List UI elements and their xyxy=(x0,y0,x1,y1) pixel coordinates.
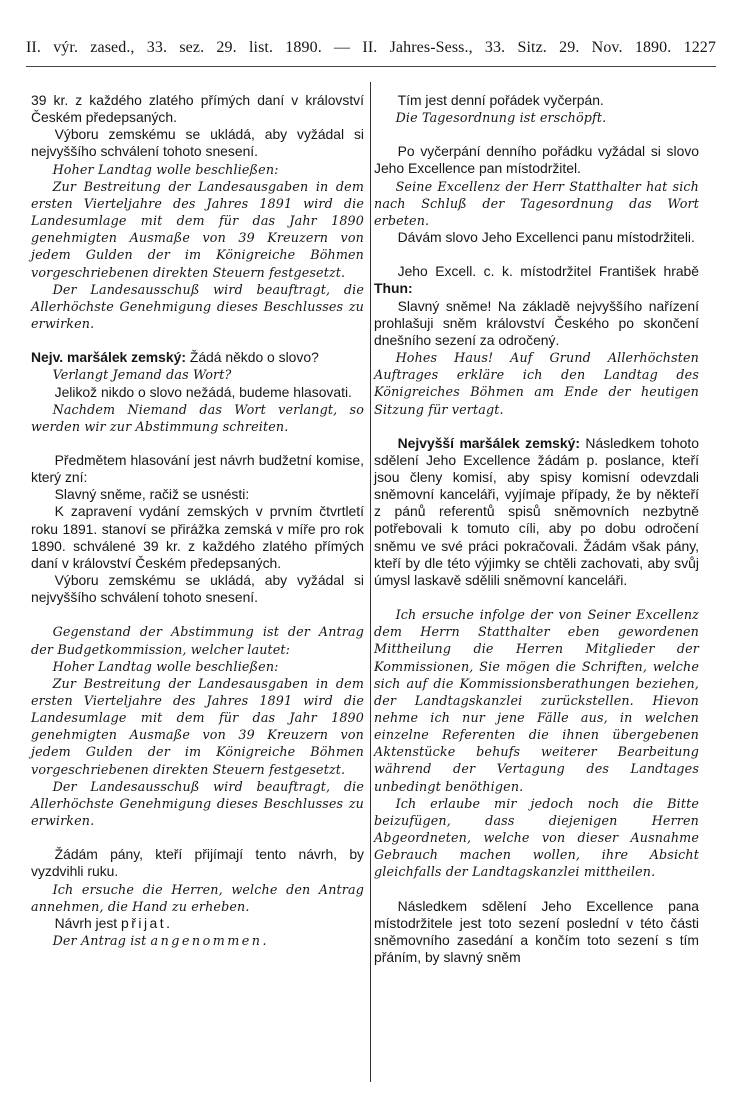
paragraph-czech xyxy=(31,572,364,606)
emphasis-spaced: přijat xyxy=(121,914,167,931)
paragraph-text-end: . xyxy=(262,933,267,949)
paragraph-text: Následkem sdělení Jeho Excellence pana místodržitele jest toto sezení poslední v této části sněmovního zasedání a končím toto sezení s tím přáním, by slavný sněm xyxy=(374,897,699,966)
paragraph-text: Návrh jest xyxy=(54,914,122,931)
paragraph-gap xyxy=(31,829,364,846)
paragraph-gap xyxy=(31,435,364,452)
paragraph-text: Slavný sněme! Na základě nejvyššího nařízení prohlašuji sněm království Českého po skončení dnešního sezení za odročený. xyxy=(374,297,699,348)
paragraph-text: Zur Bestreitung der Landesausgaben in dem ersten Vierteljahre des Jahres 1891 wird die Landesumlage mit dem für das Jahr 1890 genehmigten Ausmaße von 39 Kreuzern von jedem Gulden der im Königreiche Böhmen vorgeschriebenen direkten Steuern festgesetzt. xyxy=(31,178,364,280)
paragraph-text: Der Landesausschuß wird beauftragt, die Allerhöchste Genehmigung dieses Beschlusses zu erwirken. xyxy=(31,778,364,829)
right-column xyxy=(374,92,699,966)
paragraph-text: Hohes Haus! Auf Grund Allerhöchsten Auftrages erkläre ich den Landtag des Königreiches Böhmen am Ende der heutigen Sitzung für vertagt. xyxy=(374,350,699,417)
paragraph-german xyxy=(31,932,364,949)
speaker-name: Nejvyšší maršálek zemský: xyxy=(397,434,580,451)
paragraph-czech xyxy=(374,143,699,177)
paragraph-czech xyxy=(31,92,364,126)
paragraph-text: Ich ersuche die Herren, welche den Antrag annehmen, die Hand zu erheben. xyxy=(31,881,364,914)
paragraph-gap xyxy=(31,606,364,623)
paragraph-text: Tím jest denní pořádek vyčerpán. xyxy=(397,92,604,108)
paragraph-gap xyxy=(374,589,699,606)
paragraph-german xyxy=(374,109,699,126)
paragraph-text: Die Tagesordnung ist erschöpft. xyxy=(395,110,607,126)
paragraph-text: Hoher Landtag wolle beschließen: xyxy=(52,658,279,674)
paragraph-gap xyxy=(374,418,699,435)
paragraph-text: Zur Bestreitung der Landesausgaben in dem ersten Vierteljahre des Jahres 1891 wird die Landesumlage mit dem für das Jahr 1890 genehmigten Ausmaße von 39 Kreuzern von jedem Gulden der im Königreiche Böhmen vorgeschriebenen direkten Steuern festgesetzt. xyxy=(31,675,364,777)
emphasis-spaced: angenommen xyxy=(150,933,263,949)
paragraph-german xyxy=(31,178,364,281)
paragraph-gap xyxy=(374,881,699,898)
header-rule xyxy=(26,66,716,67)
paragraph-czech xyxy=(31,915,364,932)
paragraph-text: Der Antrag ist xyxy=(52,933,151,949)
paragraph-german xyxy=(374,795,699,881)
paragraph-text: Dávám slovo Jeho Excellenci panu místodržiteli. xyxy=(397,229,695,246)
paragraph-text: 39 kr. z každého zlatého přímých daní v království Českém předepsaných. xyxy=(31,92,364,126)
paragraph-text: Jelikož nikdo o slovo nežádá, budeme hlasovati. xyxy=(54,383,352,400)
paragraph-czech xyxy=(31,452,364,486)
paragraph-german xyxy=(31,623,364,657)
paragraph-text-end: . xyxy=(166,914,170,931)
paragraph-german xyxy=(31,658,364,675)
paragraph-german xyxy=(31,281,364,332)
paragraph-czech xyxy=(31,126,364,160)
paragraph-text: Slavný sněme, račiž se usnésti: xyxy=(54,486,250,503)
paragraph-text: Výboru zemskému se ukládá, aby vyžádal si nejvyššího schválení tohoto snesení. xyxy=(31,572,364,606)
paragraph-czech xyxy=(31,846,364,880)
paragraph-czech xyxy=(374,435,699,589)
paragraph-gap xyxy=(374,246,699,263)
paragraph-text: Nachdem Niemand das Wort verlangt, so werden wir zur Abstimmung schreiten. xyxy=(31,401,364,434)
paragraph-text: Po vyčerpání denního pořádku vyžádal si slovo Jeho Excellence pan místodržitel. xyxy=(374,143,699,177)
paragraph-text: Předmětem hlasování jest návrh budžetní komise, který zní: xyxy=(31,451,364,486)
paragraph-czech xyxy=(31,384,364,401)
paragraph-text: K zapravení vydání zemských v prvním čtvrtletí roku 1891. stanoví se přirážka zemská v míře pro rok 1890. schválené 39 kr. z každého zlatého přímých daní v království Českém předepsaných. xyxy=(31,503,364,571)
paragraph-text: Žádá někdo o slovo? xyxy=(185,349,319,366)
paragraph-german xyxy=(31,161,364,178)
paragraph-czech xyxy=(374,92,699,109)
paragraph-gap xyxy=(374,126,699,143)
paragraph-text: Následkem tohoto sdělení Jeho Excellence žádám p. poslance, kteří jsou členy komisí, aby spisy komisní odevzdali sněmovní kanceláři, vyjímaje případy, že by někteří z pánů referentů spisů sněmovních nezbytně potřebovali k tomuto cíli, aby po dobu odročení sněmu ve své práci pokračovali. Žádám však pány, kteří by dle této výjimky se chtěli zachovati, aby svůj úmysl laskavě sdělili sněmovní kanceláři. xyxy=(374,434,699,588)
speaker-name: Thun: xyxy=(374,280,413,297)
paragraph-czech xyxy=(374,229,699,246)
paragraph-text: Verlangt Jemand das Wort? xyxy=(52,367,232,383)
paragraph-text: Výboru zemskému se ukládá, aby vyžádal si nejvyššího schválení tohoto snesení. xyxy=(31,126,364,160)
paragraph-german xyxy=(31,881,364,915)
paragraph-text: Jeho Excell. c. k. místodržitel František hrabě xyxy=(397,263,699,280)
paragraph-text: Hoher Landtag wolle beschließen: xyxy=(52,161,279,177)
paragraph-czech xyxy=(31,349,364,366)
paragraph-gap xyxy=(31,332,364,349)
paragraph-german xyxy=(374,349,699,418)
paragraph-czech xyxy=(31,503,364,572)
paragraph-text: Ich ersuche infolge der von Seiner Excellenz dem Herrn Statthalter eben gewordenen Mittheilung die Herren Mitglieder der Kommissionen, Sie mögen die Schriften, welche sich auf die Kommissionsberathungen beziehen, der Landtagskanzlei zurückstellen. Hievon nehme ich nur jene Fälle aus, in welchen einzelne Referenten die ihnen übergebenen Aktenstücke behufs weiterer Bearbeitung während der Vertagung des Landtages unbedingt benöthigen. xyxy=(374,607,699,794)
paragraph-czech xyxy=(374,263,699,297)
column-divider xyxy=(370,82,371,1082)
paragraph-german xyxy=(31,366,364,383)
paragraph-text: Der Landesausschuß wird beauftragt, die Allerhöchste Genehmigung dieses Beschlusses zu erwirken. xyxy=(31,281,364,332)
speaker-name: Nejv. maršálek zemský: xyxy=(31,349,186,366)
paragraph-german xyxy=(31,778,364,829)
paragraph-german xyxy=(374,178,699,229)
left-column xyxy=(31,92,364,949)
paragraph-german xyxy=(374,606,699,795)
paragraph-german xyxy=(31,401,364,435)
paragraph-czech xyxy=(374,298,699,349)
paragraph-czech xyxy=(31,486,364,503)
paragraph-czech xyxy=(374,898,699,967)
paragraph-german xyxy=(31,675,364,778)
paragraph-text: Gegenstand der Abstimmung ist der Antrag der Budgetkommission, welcher lautet: xyxy=(31,624,364,657)
page-header: II. výr. zased., 33. sez. 29. list. 1890. — II. Jahres-Sess., 33. Sitz. 29. Nov. 1890. 1227 xyxy=(26,39,716,56)
paragraph-text: Seine Excellenz der Herr Statthalter hat sich nach Schluß der Tagesordnung das Wort erbeten. xyxy=(374,178,699,228)
paragraph-text: Žádám pány, kteří přijímají tento návrh, by vyzdvihli ruku. xyxy=(31,846,364,880)
paragraph-text: Ich erlaube mir jedoch noch die Bitte beizufügen, dass diejenigen Herren Abgeordneten, welche von dieser Ausnahme Gebrauch machen wollen, ihre Absicht gleichfalls der Landtagskanzlei mittheilen. xyxy=(374,795,699,880)
